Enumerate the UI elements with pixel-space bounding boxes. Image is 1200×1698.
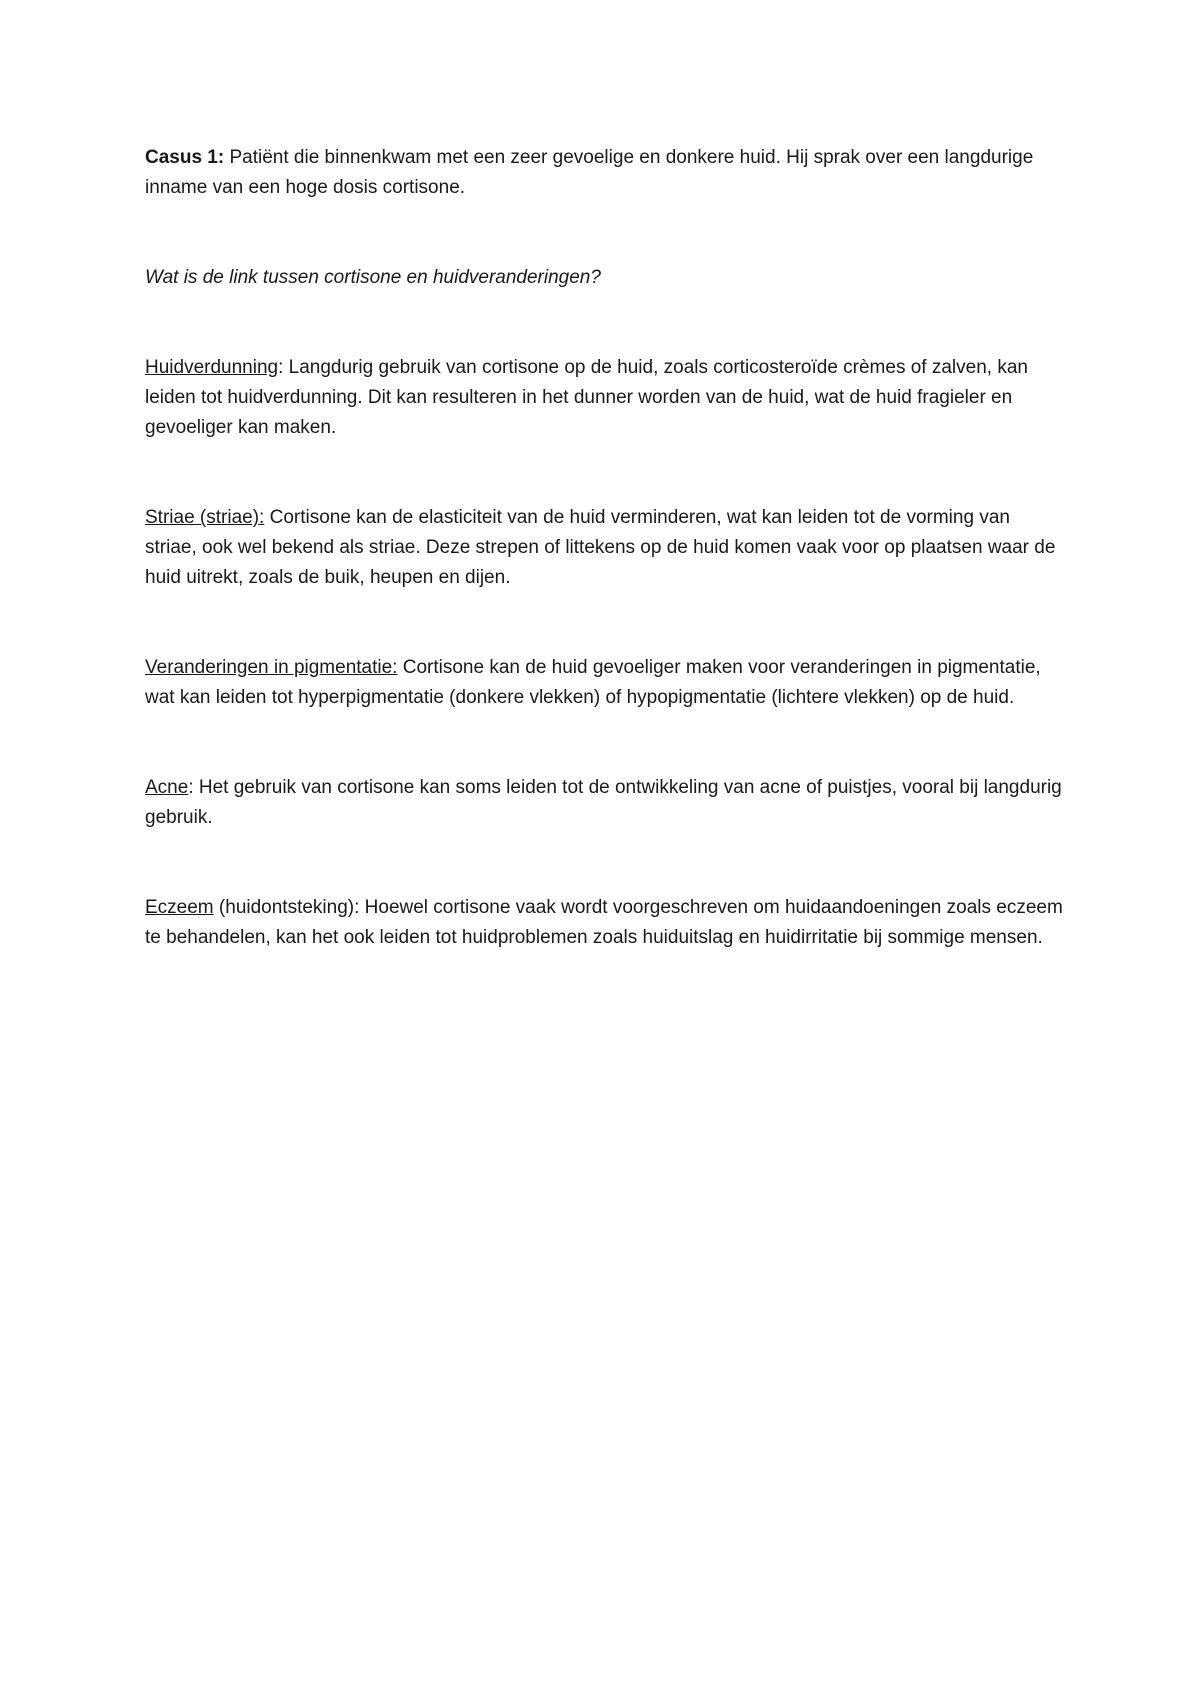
section-term: Eczeem — [145, 897, 214, 918]
section-striae — [145, 503, 1065, 593]
section-text: Cortisone kan de elasticiteit van de huid verminderen, wat kan leiden tot de vorming van striae, ook wel bekend als striae. Deze strepen of littekens op de huid komen vaak voor op plaatsen waar de huid uitrekt, zoals de buik, heupen en dijen. — [145, 507, 1056, 588]
section-term: Veranderingen in pigmentatie: — [145, 657, 398, 678]
section-term: Huidverdunning — [145, 357, 279, 378]
section-acne — [145, 773, 1065, 833]
case-paragraph — [145, 143, 1065, 203]
question-heading: Wat is de link tussen cortisone en huidveranderingen? — [145, 267, 601, 288]
section-pigmentatie — [145, 653, 1065, 713]
document-body — [145, 143, 1065, 953]
section-eczeem — [145, 893, 1065, 953]
section-text: Langdurig gebruik van cortisone op de huid, zoals corticosteroïde crèmes of zalven, kan leiden tot huidverdunning. Dit kan resulteren in het dunner worden van de huid, wat de huid fragieler en gevoeliger kan maken. — [145, 357, 1028, 438]
section-term: Acne — [145, 777, 189, 798]
case-text: Patiënt die binnenkwam met een zeer gevoelige en donkere huid. Hij sprak over een langdurige inname van een hoge dosis cortisone. — [145, 147, 1034, 198]
section-text: Cortisone kan de huid gevoeliger maken voor veranderingen in pigmentatie, wat kan leiden tot hyperpigmentatie (donkere vlekken) of hypopigmentatie (lichtere vlekken) op de huid. — [145, 657, 1041, 708]
section-text: Het gebruik van cortisone kan soms leiden tot de ontwikkeling van acne of puistjes, vooral bij langdurig gebruik. — [145, 777, 1062, 828]
section-term-suffix: : — [188, 777, 194, 798]
case-label: Casus 1: — [145, 147, 225, 168]
section-huidverdunning — [145, 353, 1065, 443]
section-text: (huidontsteking): Hoewel cortisone vaak wordt voorgeschreven om huidaandoeningen zoals eczeem te behandelen, kan het ook leiden tot huidproblemen zoals huiduitslag en huidirritatie bij sommige mensen. — [145, 897, 1063, 948]
section-term-suffix: : — [278, 357, 284, 378]
section-term: Striae (striae): — [145, 507, 265, 528]
